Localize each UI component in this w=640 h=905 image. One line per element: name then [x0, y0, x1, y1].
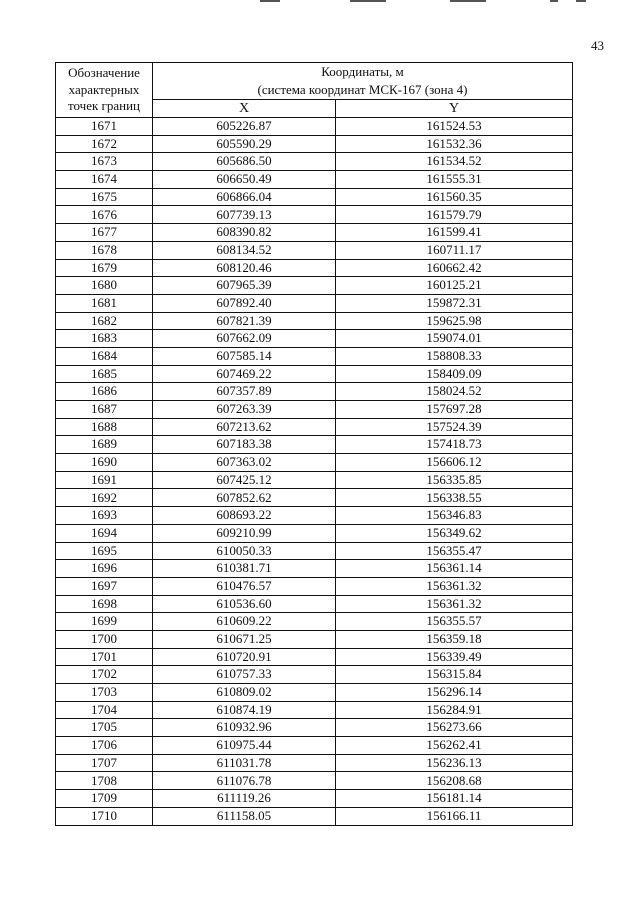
y-coordinate-cell: 161534.52: [336, 153, 573, 171]
y-coordinate-cell: 161579.79: [336, 206, 573, 224]
x-coordinate-cell: 607363.02: [153, 454, 336, 472]
y-coordinate-cell: 161524.53: [336, 118, 573, 136]
y-coordinate-cell: 157418.73: [336, 436, 573, 454]
table-row: [56, 595, 573, 613]
point-id-cell: 1686: [56, 383, 153, 401]
x-coordinate-cell: 605590.29: [153, 135, 336, 153]
x-coordinate-cell: 610757.33: [153, 666, 336, 684]
y-coordinate-cell: 156315.84: [336, 666, 573, 684]
x-coordinate-cell: 610671.25: [153, 630, 336, 648]
point-id-cell: 1681: [56, 294, 153, 312]
table-row: [56, 153, 573, 171]
table-row: [56, 241, 573, 259]
table-row: [56, 454, 573, 472]
point-id-cell: 1697: [56, 577, 153, 595]
x-coordinate-cell: 607739.13: [153, 206, 336, 224]
header-x: X: [153, 100, 336, 118]
x-coordinate-cell: 608693.22: [153, 507, 336, 525]
scan-artifact-marks: [250, 0, 590, 3]
y-coordinate-cell: 156284.91: [336, 701, 573, 719]
y-coordinate-cell: 156166.11: [336, 807, 573, 825]
header-designation-line1: Обозначение: [68, 65, 140, 81]
point-id-cell: 1687: [56, 401, 153, 419]
table-row: [56, 294, 573, 312]
x-coordinate-cell: 607662.09: [153, 330, 336, 348]
page-number: 43: [591, 38, 604, 53]
point-id-cell: 1707: [56, 754, 153, 772]
table-row: [56, 347, 573, 365]
y-coordinate-cell: 156349.62: [336, 524, 573, 542]
point-id-cell: 1675: [56, 188, 153, 206]
table-row: [56, 436, 573, 454]
point-id-cell: 1683: [56, 330, 153, 348]
table-row: [56, 577, 573, 595]
table-row: [56, 489, 573, 507]
y-coordinate-cell: 156296.14: [336, 684, 573, 702]
header-coordinates-line2: (система координат МСК-167 (зона 4): [257, 82, 468, 97]
table-row: [56, 401, 573, 419]
point-id-cell: 1695: [56, 542, 153, 560]
point-id-cell: 1685: [56, 365, 153, 383]
point-id-cell: 1694: [56, 524, 153, 542]
x-coordinate-cell: 607852.62: [153, 489, 336, 507]
y-coordinate-cell: 156361.14: [336, 560, 573, 578]
y-coordinate-cell: 156346.83: [336, 507, 573, 525]
table-row: [56, 224, 573, 242]
x-coordinate-cell: 607585.14: [153, 347, 336, 365]
point-id-cell: 1696: [56, 560, 153, 578]
point-id-cell: 1698: [56, 595, 153, 613]
table-row: [56, 630, 573, 648]
point-id-cell: 1706: [56, 737, 153, 755]
x-coordinate-cell: 610381.71: [153, 560, 336, 578]
table-header: [56, 63, 573, 118]
header-y: Y: [336, 100, 573, 118]
y-coordinate-cell: 156335.85: [336, 471, 573, 489]
table-row: [56, 118, 573, 136]
point-id-cell: 1692: [56, 489, 153, 507]
point-id-cell: 1693: [56, 507, 153, 525]
x-coordinate-cell: 607357.89: [153, 383, 336, 401]
y-coordinate-cell: 158024.52: [336, 383, 573, 401]
point-id-cell: 1679: [56, 259, 153, 277]
point-id-cell: 1676: [56, 206, 153, 224]
point-id-cell: 1691: [56, 471, 153, 489]
table-row: [56, 648, 573, 666]
x-coordinate-cell: 607892.40: [153, 294, 336, 312]
point-id-cell: 1701: [56, 648, 153, 666]
table-row: [56, 135, 573, 153]
x-coordinate-cell: 605686.50: [153, 153, 336, 171]
table-row: [56, 383, 573, 401]
table-row: [56, 666, 573, 684]
table-row: [56, 613, 573, 631]
table-row: [56, 772, 573, 790]
x-coordinate-cell: 610809.02: [153, 684, 336, 702]
x-coordinate-cell: 610720.91: [153, 648, 336, 666]
point-id-cell: 1682: [56, 312, 153, 330]
point-id-cell: 1703: [56, 684, 153, 702]
y-coordinate-cell: 156359.18: [336, 630, 573, 648]
x-coordinate-cell: 606650.49: [153, 171, 336, 189]
table-row: [56, 719, 573, 737]
y-coordinate-cell: 160711.17: [336, 241, 573, 259]
table-row: [56, 418, 573, 436]
table-row: [56, 701, 573, 719]
y-coordinate-cell: 156181.14: [336, 790, 573, 808]
x-coordinate-cell: 608390.82: [153, 224, 336, 242]
point-id-cell: 1690: [56, 454, 153, 472]
x-coordinate-cell: 607263.39: [153, 401, 336, 419]
point-id-cell: 1671: [56, 118, 153, 136]
point-id-cell: 1710: [56, 807, 153, 825]
x-coordinate-cell: 605226.87: [153, 118, 336, 136]
y-coordinate-cell: 161555.31: [336, 171, 573, 189]
y-coordinate-cell: 156606.12: [336, 454, 573, 472]
header-coordinates-line1: Координаты, м: [321, 64, 404, 79]
table-row: [56, 312, 573, 330]
y-coordinate-cell: 156262.41: [336, 737, 573, 755]
table-row: [56, 737, 573, 755]
x-coordinate-cell: 608134.52: [153, 241, 336, 259]
point-id-cell: 1678: [56, 241, 153, 259]
table-row: [56, 471, 573, 489]
table-row: [56, 259, 573, 277]
coordinates-table: [55, 62, 573, 826]
x-coordinate-cell: 611158.05: [153, 807, 336, 825]
table-row: [56, 790, 573, 808]
point-id-cell: 1677: [56, 224, 153, 242]
point-id-cell: 1709: [56, 790, 153, 808]
y-coordinate-cell: 156355.57: [336, 613, 573, 631]
y-coordinate-cell: 156355.47: [336, 542, 573, 560]
y-coordinate-cell: 161560.35: [336, 188, 573, 206]
point-id-cell: 1702: [56, 666, 153, 684]
point-id-cell: 1673: [56, 153, 153, 171]
x-coordinate-cell: 607469.22: [153, 365, 336, 383]
point-id-cell: 1700: [56, 630, 153, 648]
y-coordinate-cell: 161599.41: [336, 224, 573, 242]
x-coordinate-cell: 609210.99: [153, 524, 336, 542]
y-coordinate-cell: 156273.66: [336, 719, 573, 737]
y-coordinate-cell: 156208.68: [336, 772, 573, 790]
x-coordinate-cell: 606866.04: [153, 188, 336, 206]
point-id-cell: 1672: [56, 135, 153, 153]
x-coordinate-cell: 611031.78: [153, 754, 336, 772]
header-designation-line2: характерных: [68, 81, 140, 97]
point-id-cell: 1704: [56, 701, 153, 719]
x-coordinate-cell: 610050.33: [153, 542, 336, 560]
y-coordinate-cell: 159074.01: [336, 330, 573, 348]
table-row: [56, 171, 573, 189]
y-coordinate-cell: 157697.28: [336, 401, 573, 419]
table-row: [56, 524, 573, 542]
table-row: [56, 560, 573, 578]
table-row: [56, 277, 573, 295]
table-row: [56, 206, 573, 224]
y-coordinate-cell: 158808.33: [336, 347, 573, 365]
y-coordinate-cell: 156236.13: [336, 754, 573, 772]
x-coordinate-cell: 607183.38: [153, 436, 336, 454]
point-id-cell: 1674: [56, 171, 153, 189]
table-row: [56, 188, 573, 206]
x-coordinate-cell: 607965.39: [153, 277, 336, 295]
point-id-cell: 1688: [56, 418, 153, 436]
table-row: [56, 754, 573, 772]
y-coordinate-cell: 156361.32: [336, 577, 573, 595]
header-coordinates: [153, 63, 573, 100]
point-id-cell: 1705: [56, 719, 153, 737]
y-coordinate-cell: 158409.09: [336, 365, 573, 383]
y-coordinate-cell: 156338.55: [336, 489, 573, 507]
x-coordinate-cell: 610874.19: [153, 701, 336, 719]
header-designation: [56, 63, 153, 118]
table-row: [56, 684, 573, 702]
x-coordinate-cell: 608120.46: [153, 259, 336, 277]
y-coordinate-cell: 160125.21: [336, 277, 573, 295]
y-coordinate-cell: 157524.39: [336, 418, 573, 436]
table-body: [56, 118, 573, 826]
point-id-cell: 1684: [56, 347, 153, 365]
y-coordinate-cell: 156339.49: [336, 648, 573, 666]
table-row: [56, 365, 573, 383]
y-coordinate-cell: 161532.36: [336, 135, 573, 153]
x-coordinate-cell: 607821.39: [153, 312, 336, 330]
x-coordinate-cell: 607213.62: [153, 418, 336, 436]
x-coordinate-cell: 610975.44: [153, 737, 336, 755]
x-coordinate-cell: 611119.26: [153, 790, 336, 808]
table-row: [56, 807, 573, 825]
y-coordinate-cell: 156361.32: [336, 595, 573, 613]
table-row: [56, 330, 573, 348]
point-id-cell: 1708: [56, 772, 153, 790]
table-row: [56, 542, 573, 560]
table-row: [56, 507, 573, 525]
point-id-cell: 1699: [56, 613, 153, 631]
point-id-cell: 1680: [56, 277, 153, 295]
x-coordinate-cell: 607425.12: [153, 471, 336, 489]
x-coordinate-cell: 611076.78: [153, 772, 336, 790]
x-coordinate-cell: 610476.57: [153, 577, 336, 595]
x-coordinate-cell: 610609.22: [153, 613, 336, 631]
point-id-cell: 1689: [56, 436, 153, 454]
x-coordinate-cell: 610932.96: [153, 719, 336, 737]
y-coordinate-cell: 160662.42: [336, 259, 573, 277]
x-coordinate-cell: 610536.60: [153, 595, 336, 613]
header-designation-line3: точек границ: [67, 98, 141, 114]
y-coordinate-cell: 159625.98: [336, 312, 573, 330]
y-coordinate-cell: 159872.31: [336, 294, 573, 312]
